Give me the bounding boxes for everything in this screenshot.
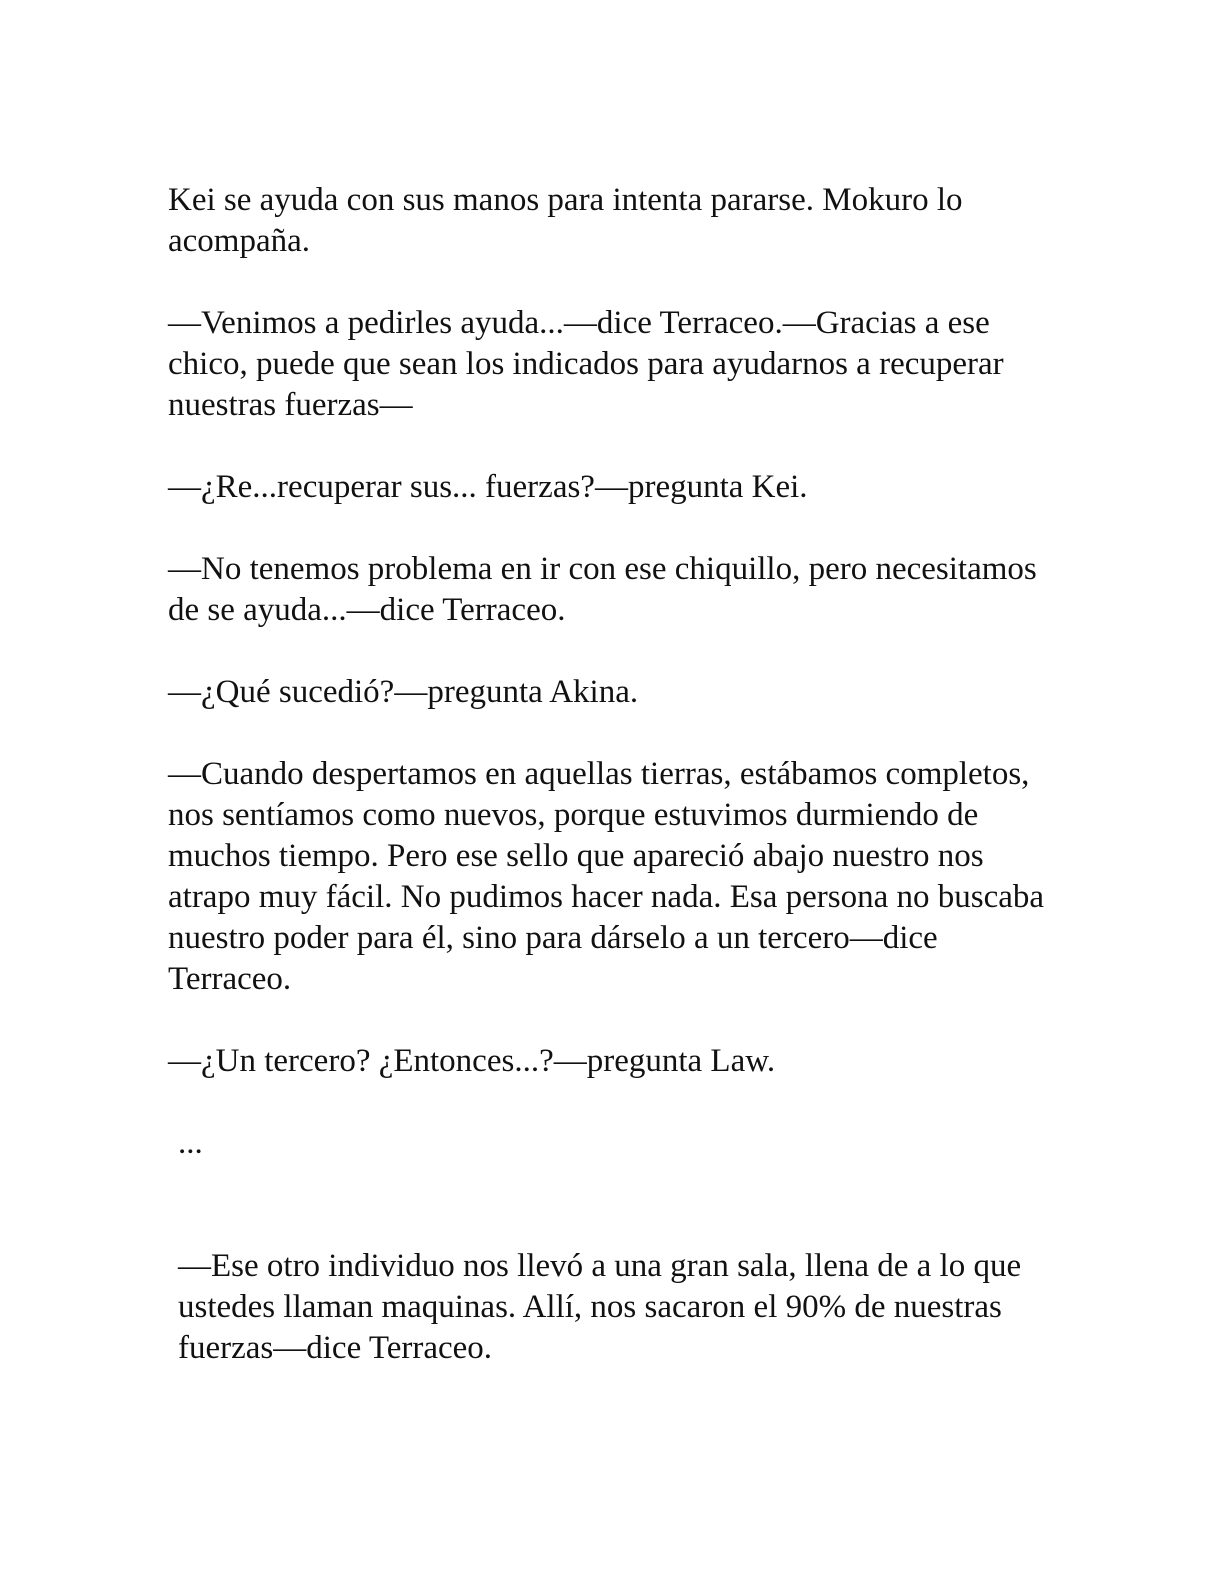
paragraph-3: —¿Re...recuperar sus... fuerzas?—pregunta Kei. bbox=[168, 469, 808, 505]
document-body bbox=[168, 180, 1048, 1410]
paragraph-5: —¿Qué sucedió?—pregunta Akina. bbox=[168, 674, 639, 710]
paragraph-7: —¿Un tercero? ¿Entonces...?—pregunta Law. bbox=[168, 1043, 776, 1079]
paragraph-1: Kei se ayuda con sus manos para intenta pararse. Mokuro lo acompaña. bbox=[168, 182, 963, 259]
paragraph-4: —No tenemos problema en ir con ese chiquillo, pero necesitamos de se ayuda...—dice Terraceo. bbox=[168, 551, 1037, 628]
scene-break-ellipsis: ... bbox=[178, 1125, 203, 1161]
paragraph-8: —Ese otro individuo nos llevó a una gran sala, llena de a lo que ustedes llaman maquinas. Allí, nos sacaron el 90% de nuestras fuerzas—dice Terraceo. bbox=[178, 1248, 1022, 1366]
paragraph-2: —Venimos a pedirles ayuda...—dice Terraceo.—Gracias a ese chico, puede que sean los indicados para ayudarnos a recuperar nuestras fuerzas— bbox=[168, 305, 1004, 423]
paragraph-6: —Cuando despertamos en aquellas tierras, estábamos completos, nos sentíamos como nuevos, porque estuvimos durmiendo de muchos tiempo. Pero ese sello que apareció abajo nuestro nos atrapo muy fácil. No pudimos hacer nada. Esa persona no buscaba nuestro poder para él, sino para dárselo a un tercero—dice Terraceo. bbox=[168, 756, 1045, 997]
